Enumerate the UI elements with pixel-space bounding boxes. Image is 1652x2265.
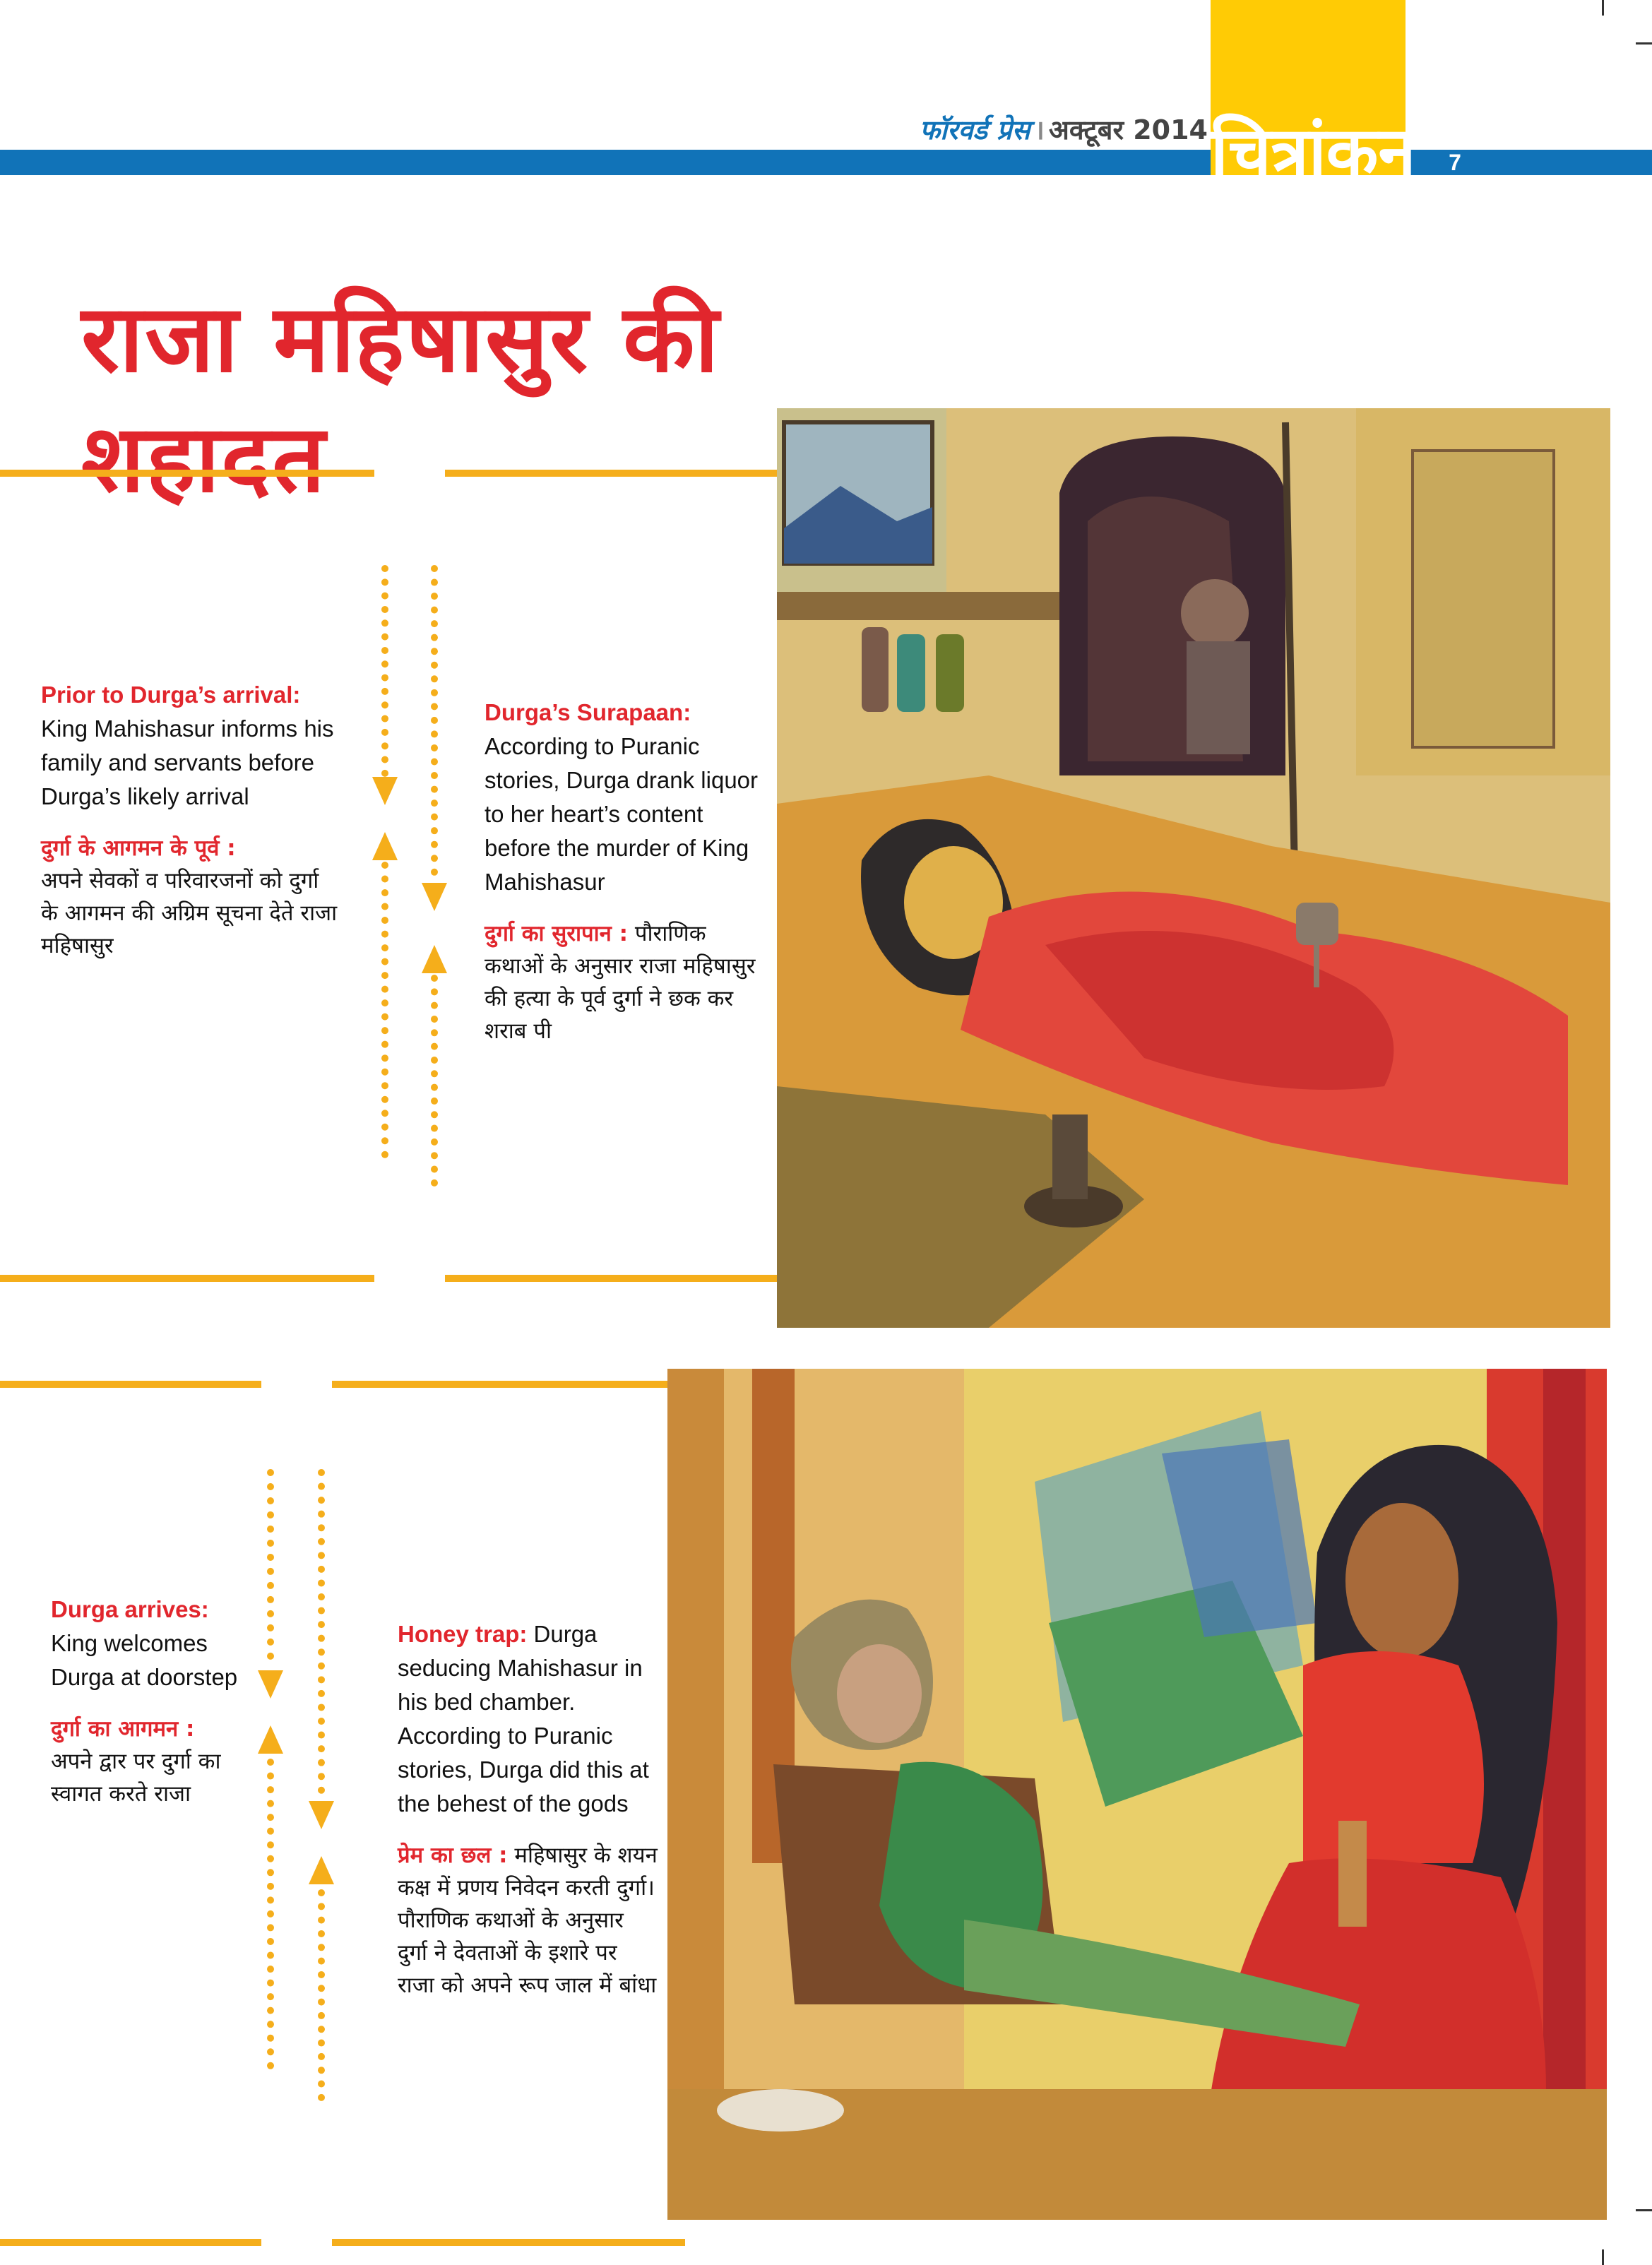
- caption-2: [485, 696, 771, 1047]
- painting-surapaan: [777, 408, 1610, 1328]
- caption-2-hi: [485, 917, 771, 1047]
- arrow-down-icon: [422, 883, 447, 911]
- page-number: 7: [1449, 150, 1461, 175]
- caption-4-hi-heading: प्रेम का छल :: [398, 1843, 508, 1868]
- trim-mark: [1602, 0, 1604, 16]
- caption-4-en: [398, 1617, 659, 1821]
- caption-2-en-text: According to Puranic stories, Durga drank liquor to her heart’s content before the murder of King Mahishasur: [485, 733, 759, 895]
- caption-1-en: [41, 678, 338, 814]
- caption-4-en-text: Durga seducing Mahishasur in his bed chamber. According to Puranic stories, Durga did this at the behest of the gods: [398, 1621, 649, 1817]
- painting-honey-trap: [667, 1369, 1607, 2220]
- caption-3-hi-text: अपने द्वार पर दुर्गा का स्वागत करते राजा: [51, 1749, 221, 1807]
- caption-3-hi-heading: दुर्गा का आगमन :: [51, 1716, 195, 1742]
- section-label: चित्रांकन: [1211, 112, 1416, 191]
- trim-mark: [1636, 42, 1652, 44]
- caption-3-en: [51, 1593, 252, 1694]
- flow-connector: [431, 565, 438, 876]
- arrow-up-icon: [258, 1725, 283, 1754]
- flow-connector: [267, 1469, 274, 1660]
- flow-connector: [381, 565, 388, 777]
- arrow-up-icon: [422, 945, 447, 973]
- caption-4-hi-text: महिषासुर के शयन कक्ष में प्रणय निवेदन करती दुर्गा। पौराणिक कथाओं के अनुसार दुर्गा ने देवताओं के इशारे पर राजा को अपने रूप जाल में बांधा: [398, 1843, 658, 1998]
- caption-1-hi-text: अपने सेवकों व परिवारजनों को दुर्गा के आगमन की अग्रिम सूचना देते राजा महिषासुर: [41, 868, 338, 958]
- caption-1-en-text: King Mahishasur informs his family and servants before Durga’s likely arrival: [41, 715, 334, 809]
- caption-1-hi-heading: दुर्गा के आगमन के पूर्व :: [41, 836, 236, 861]
- caption-4-hi: [398, 1839, 659, 2002]
- caption-1: [41, 678, 338, 962]
- caption-1-en-heading: Prior to Durga’s arrival:: [41, 682, 301, 708]
- arrow-down-icon: [372, 777, 398, 805]
- caption-4-en-heading: Honey trap:: [398, 1621, 528, 1647]
- masthead-separator: ।: [1034, 114, 1045, 145]
- flow-connector: [318, 1889, 325, 2101]
- trim-mark: [1602, 2249, 1604, 2265]
- flow-connector: [431, 975, 438, 1187]
- trim-mark: [1636, 2209, 1652, 2211]
- flow-connector: [318, 1469, 325, 1794]
- flow-frame-3: [0, 1381, 275, 2246]
- arrow-down-icon: [309, 1801, 334, 1829]
- arrow-up-icon: [309, 1856, 334, 1884]
- arrow-up-icon: [372, 832, 398, 860]
- flow-connector: [267, 1759, 274, 2069]
- issue-date: अक्टूबर 2014: [1048, 114, 1208, 145]
- caption-4: [398, 1617, 659, 2002]
- caption-3-en-heading: Durga arrives:: [51, 1596, 209, 1622]
- flow-connector: [381, 862, 388, 1158]
- publication-name: फॉरवर्ड प्रेस: [919, 114, 1030, 145]
- caption-3-hi: [51, 1713, 252, 1810]
- caption-2-en-heading: Durga’s Surapaan:: [485, 699, 691, 725]
- caption-2-hi-heading: दुर्गा का सुरापान :: [485, 921, 629, 946]
- caption-1-hi: [41, 832, 338, 962]
- masthead: [918, 113, 1208, 147]
- arrow-down-icon: [258, 1670, 283, 1699]
- caption-3-en-text: King welcomes Durga at doorstep: [51, 1630, 238, 1690]
- caption-3: [51, 1593, 252, 1810]
- page-title: राजा महिषासुर की शहादत: [81, 285, 720, 513]
- caption-2-hi-text: पौराणिक कथाओं के अनुसार राजा महिषासुर की हत्या के पूर्व दुर्गा ने छक कर शराब पी: [485, 921, 756, 1044]
- caption-2-en: [485, 696, 771, 899]
